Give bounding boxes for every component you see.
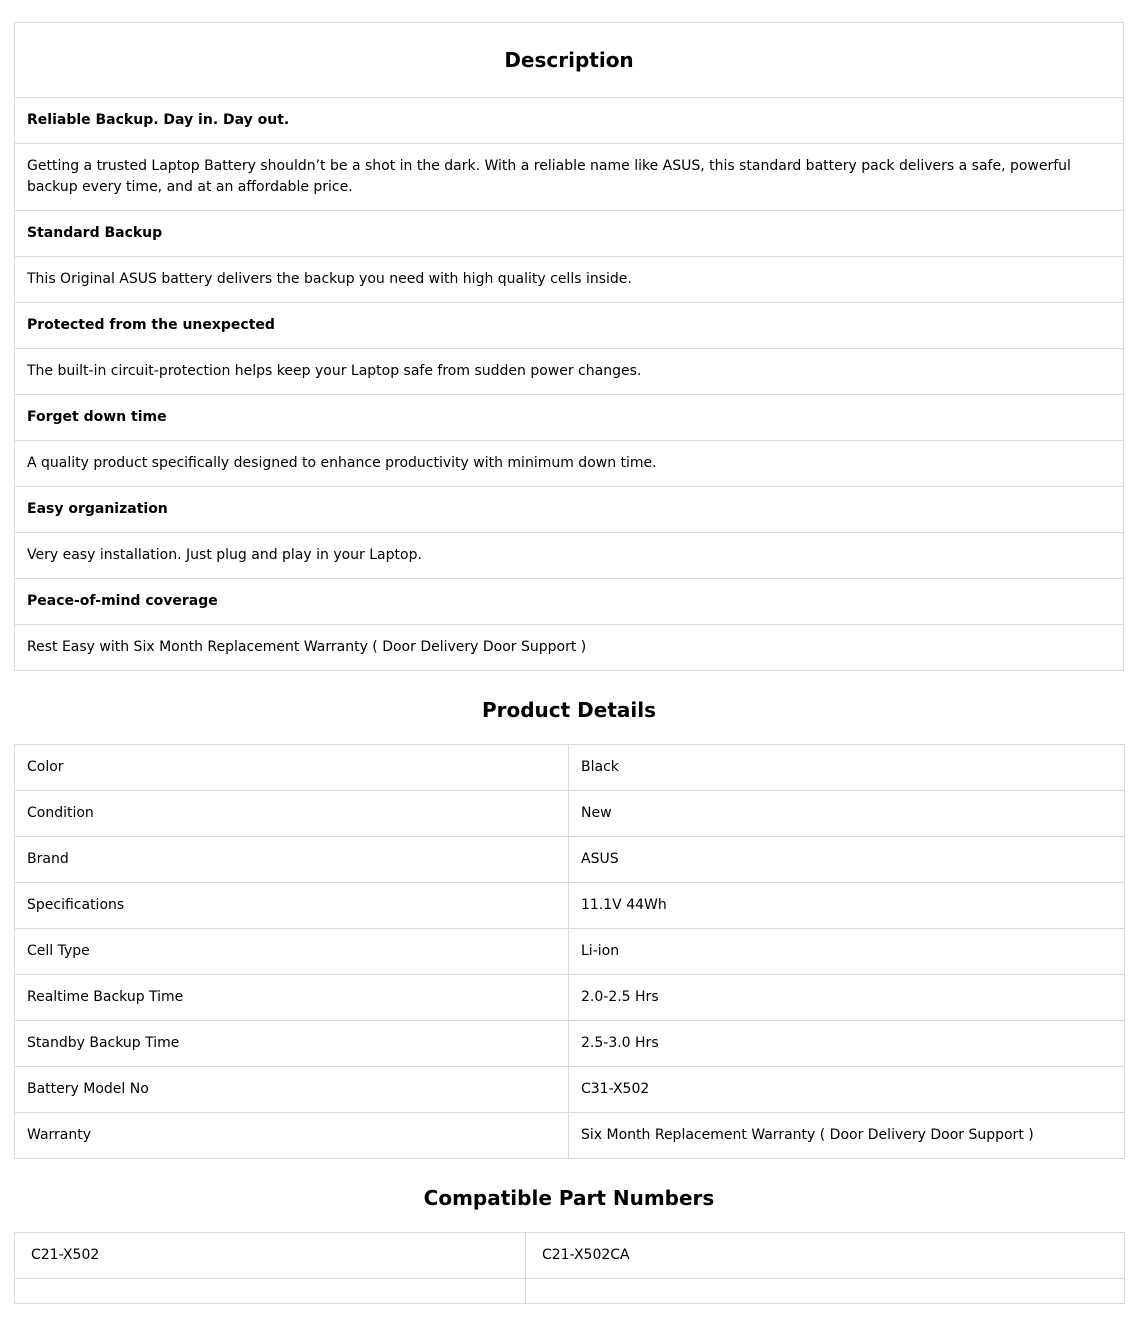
description-text: This Original ASUS battery delivers the backup you need with high quality cells inside.	[15, 257, 1124, 303]
spec-value: C31-X502	[569, 1067, 1125, 1113]
spec-value: Li-ion	[569, 929, 1125, 975]
description-heading: Easy organization	[15, 487, 1124, 533]
spec-label: Color	[15, 745, 569, 791]
description-row	[15, 533, 1124, 579]
description-row	[15, 487, 1124, 533]
spec-label: Warranty	[15, 1113, 569, 1159]
table-row	[15, 975, 1125, 1021]
table-row	[15, 1021, 1125, 1067]
description-row	[15, 303, 1124, 349]
spec-label: Specifications	[15, 883, 569, 929]
description-text: The built-in circuit-protection helps keep your Laptop safe from sudden power changes.	[15, 349, 1124, 395]
table-row	[15, 883, 1125, 929]
description-heading: Standard Backup	[15, 211, 1124, 257]
spec-label: Cell Type	[15, 929, 569, 975]
description-title: Description	[15, 23, 1124, 98]
spec-value: Six Month Replacement Warranty ( Door Delivery Door Support )	[569, 1113, 1125, 1159]
description-row	[15, 625, 1124, 671]
product-details-title: Product Details	[481, 698, 657, 722]
table-row	[15, 1279, 1125, 1304]
part-number: C21-X502CA	[526, 1233, 1125, 1279]
spec-value: Black	[569, 745, 1125, 791]
table-row	[15, 837, 1125, 883]
table-row	[15, 1067, 1125, 1113]
description-text: Getting a trusted Laptop Battery shouldn’t be a shot in the dark. With a reliable name like ASUS, this standard battery pack delivers a safe, powerful backup every time, and at an affordable price.	[15, 144, 1124, 211]
table-row	[15, 791, 1125, 837]
description-row	[15, 211, 1124, 257]
compatible-parts-table	[14, 1232, 1125, 1304]
table-row	[15, 929, 1125, 975]
table-row	[15, 745, 1125, 791]
spec-label: Realtime Backup Time	[15, 975, 569, 1021]
spec-value: 11.1V 44Wh	[569, 883, 1125, 929]
table-row	[15, 1233, 1125, 1279]
spec-label: Standby Backup Time	[15, 1021, 569, 1067]
description-text: Very easy installation. Just plug and play in your Laptop.	[15, 533, 1124, 579]
description-table	[14, 22, 1124, 671]
description-heading: Peace-of-mind coverage	[15, 579, 1124, 625]
compatible-parts-title: Compatible Part Numbers	[423, 1186, 715, 1210]
description-row	[15, 579, 1124, 625]
description-row	[15, 98, 1124, 144]
description-heading: Protected from the unexpected	[15, 303, 1124, 349]
spec-value: New	[569, 791, 1125, 837]
description-row	[15, 257, 1124, 303]
description-text: A quality product specifically designed to enhance productivity with minimum down time.	[15, 441, 1124, 487]
spec-value: 2.0-2.5 Hrs	[569, 975, 1125, 1021]
part-number	[526, 1279, 1125, 1304]
description-row	[15, 441, 1124, 487]
table-row	[15, 1113, 1125, 1159]
description-row	[15, 395, 1124, 441]
description-heading: Reliable Backup. Day in. Day out.	[15, 98, 1124, 144]
spec-value: 2.5-3.0 Hrs	[569, 1021, 1125, 1067]
part-number	[15, 1279, 526, 1304]
spec-label: Condition	[15, 791, 569, 837]
description-row	[15, 349, 1124, 395]
spec-label: Brand	[15, 837, 569, 883]
part-number: C21-X502	[15, 1233, 526, 1279]
spec-value: ASUS	[569, 837, 1125, 883]
description-text: Rest Easy with Six Month Replacement Warranty ( Door Delivery Door Support )	[15, 625, 1124, 671]
description-header-row	[15, 23, 1124, 98]
product-details-table	[14, 744, 1125, 1159]
description-heading: Forget down time	[15, 395, 1124, 441]
description-row	[15, 144, 1124, 211]
spec-label: Battery Model No	[15, 1067, 569, 1113]
